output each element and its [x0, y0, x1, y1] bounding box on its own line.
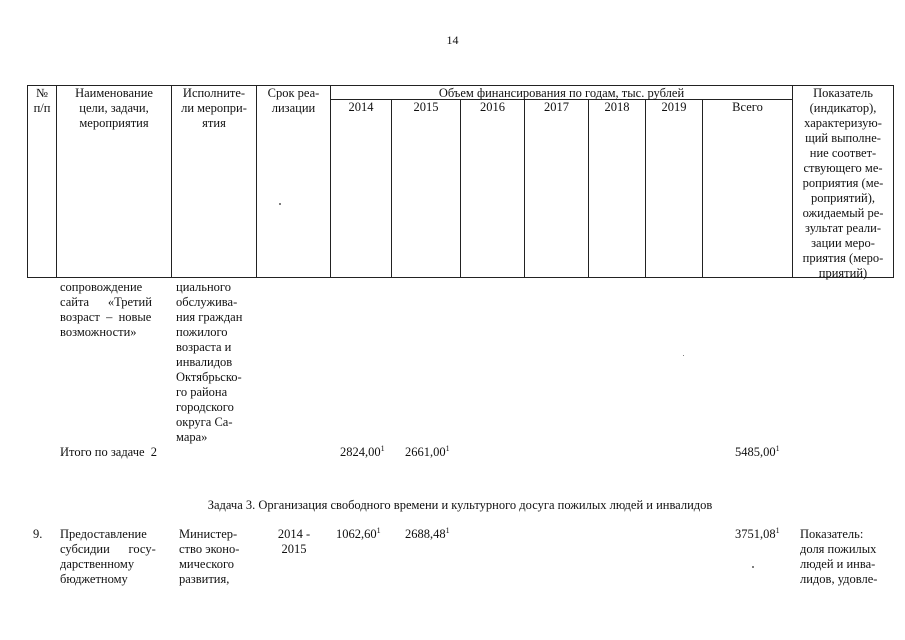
header-year-2015: 2015 — [413, 100, 439, 114]
header-year-2014: 2014 — [348, 100, 374, 114]
task2-total-label: Итого по задаче 2 — [60, 445, 158, 459]
continued-row-executor: циального обслужива- ния граждан пожилого возраста и инвалидов Октябрьско- го района городского округа Са- мара» — [176, 280, 243, 444]
header-num: № п/п — [33, 86, 51, 115]
col-line — [524, 99, 525, 278]
header-total: Всего — [732, 100, 763, 114]
row9-executor: Министер- ство эконо- мического развития, — [179, 527, 240, 586]
header-indicator: Показатель (индикатор), характеризую- щий выполне- ние соответ- ствующего ме- роприятия (ме- роприятий), ожидаемый ре- зультат реали- зации меро- приятия (меро- приятий) — [802, 86, 884, 280]
header-year-2019: 2019 — [661, 100, 687, 114]
row9-value-total: 3751,08$^1$ — [735, 525, 780, 541]
header-year-2018: 2018 — [604, 100, 630, 114]
scan-speck — [279, 203, 281, 205]
row9-number: 9. — [33, 527, 43, 541]
header-executor: Исполните- ли меропри- ятия — [181, 86, 247, 130]
row9-value-2014: 1062,60$^1$ — [336, 525, 381, 541]
task2-total-sum: 5485,00$^1$ — [735, 443, 780, 459]
header-name: Наименование цели, задачи, мероприятия — [75, 86, 153, 130]
task3-heading: Задача 3. Организация свободного времени и культурного досуга пожилых людей и инвалидов — [207, 498, 713, 512]
task2-total-2015: 2661,00$^1$ — [405, 443, 450, 459]
scan-speck — [752, 566, 754, 568]
task2-total-2014: 2824,00$^1$ — [340, 443, 385, 459]
col-line — [702, 99, 703, 278]
header-year-2016: 2016 — [480, 100, 505, 114]
scan-speck — [683, 355, 684, 356]
row9-value-2015: 2688,48$^1$ — [405, 525, 450, 541]
header-year-2017: 2017 — [544, 100, 569, 114]
col-line — [588, 99, 589, 278]
continued-row-name: сопровождение сайта «Третий возраст – новые возможности» — [60, 280, 152, 339]
col-line — [460, 99, 461, 278]
col-line — [645, 99, 646, 278]
row9-name: Предоставление субсидии госу- дарственному бюджетному — [60, 527, 156, 586]
row9-term: 2014 - 2015 — [277, 527, 311, 556]
page-number: 14 — [446, 33, 459, 47]
col-line — [391, 99, 392, 278]
row9-indicator: Показатель: доля пожилых людей и инва- лидов, удовле- — [800, 527, 878, 586]
header-funding-title: Объем финансирования по годам, тыс. рублей — [438, 86, 685, 100]
header-term: Срок реа- лизации — [267, 86, 320, 115]
